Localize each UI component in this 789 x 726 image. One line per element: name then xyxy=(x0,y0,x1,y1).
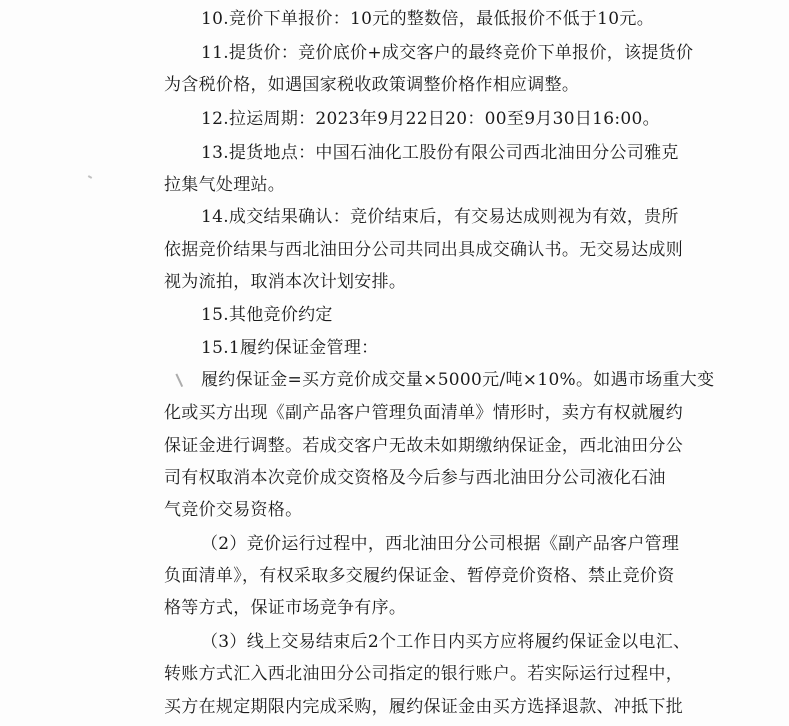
text-line: 为含税价格，如遇国家税收政策调整价格作相应调整。 xyxy=(164,75,580,95)
text-line: 买方在规定期限内完成采购，履约保证金由买方选择退款、冲抵下批 xyxy=(164,697,683,717)
text-line: 化或买方出现《副产品客户管理负面清单》情形时，卖方有权就履约 xyxy=(164,403,683,423)
text-line: 11.提货价：竞价底价+成交客户的最终竞价下单报价，该提货价 xyxy=(201,43,694,63)
subsection-heading: 15.1履约保证金管理： xyxy=(201,338,379,358)
text-line: 视为流拍，取消本次计划安排。 xyxy=(164,272,407,292)
text-line: 司有权取消本次竞价成交资格及今后参与西北油田分公司液化石油 xyxy=(164,468,666,488)
text-line: 10.竞价下单报价：10元的整数倍，最低报价不低于10元。 xyxy=(201,9,654,29)
text-line: 履约保证金=买方竞价成交量×5000元/吨×10%。如遇市场重大变 xyxy=(201,370,715,390)
text-line: 气竞价交易资格。 xyxy=(164,500,303,520)
text-line: 转账方式汇入西北油田分公司指定的银行账户。若实际运行过程中， xyxy=(164,664,683,684)
text-line: （2）竞价运行过程中，西北油田分公司根据《副产品客户管理 xyxy=(201,534,680,554)
text-line: 格等方式，保证市场竞争有序。 xyxy=(164,598,407,618)
pen-mark xyxy=(175,371,188,387)
section-heading: 15.其他竞价约定 xyxy=(201,305,333,325)
text-line: 拉集气处理站。 xyxy=(164,175,286,195)
text-line: 保证金进行调整。若成交客户无故未如期缴纳保证金，西北油田分公 xyxy=(164,436,683,456)
scan-speck xyxy=(88,175,92,179)
text-line: （3）线上交易结束后2个工作日内买方应将履约保证金以电汇、 xyxy=(201,632,691,652)
text-line: 12.拉运周期：2023年9月22日20：00至9月30日16:00。 xyxy=(201,109,660,129)
text-line: 13.提货地点：中国石油化工股份有限公司西北油田分公司雅克 xyxy=(201,143,679,163)
text-line: 14.成交结果确认：竞价结束后，有交易达成则视为有效，贵所 xyxy=(201,207,679,227)
text-line: 依据竞价结果与西北油田分公司共同出具成交确认书。无交易达成则 xyxy=(164,240,683,260)
text-line: 负面清单》，有权采取多交履约保证金、暂停竞价资格、禁止竞价资 xyxy=(164,566,675,586)
